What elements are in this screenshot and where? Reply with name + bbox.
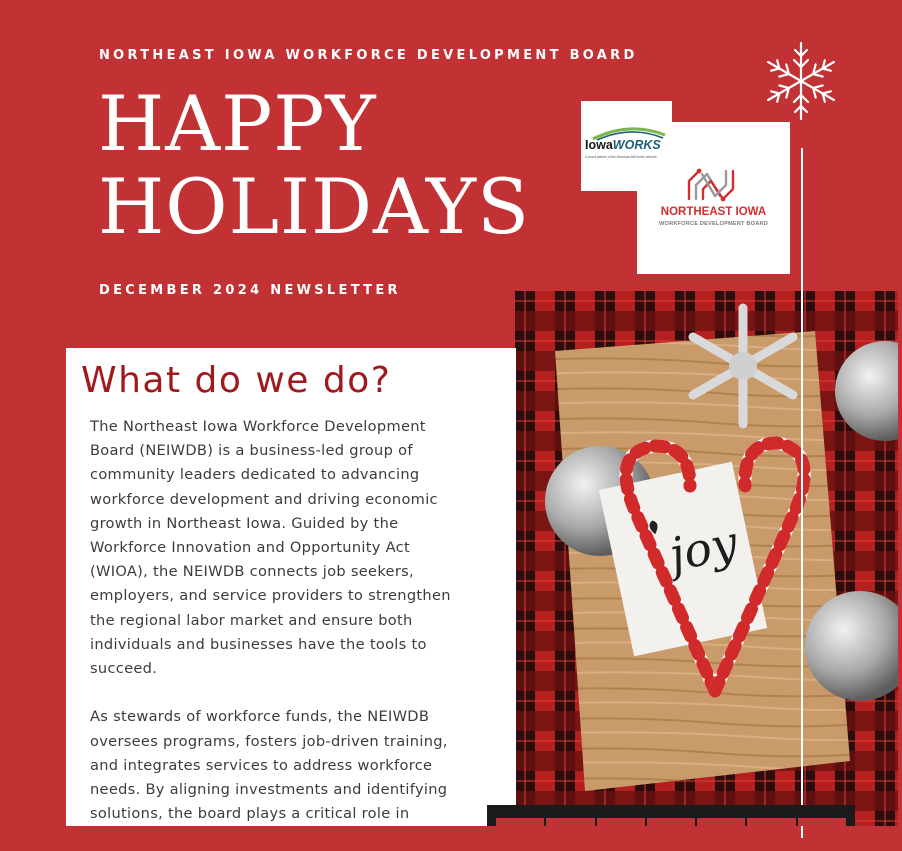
section-paragraph-2: As stewards of workforce funds, the NEIWDB oversees programs, fosters job-driven training, and integrates services to address workforce needs. By aligning investments and identifying solutions, the board plays a critical role in: [90, 708, 448, 823]
iowaworks-brand: [585, 138, 661, 152]
headline-line-2: HOLIDAYS: [98, 162, 531, 251]
iowaworks-logo: [581, 101, 672, 191]
bottom-strip-cells: [496, 818, 846, 826]
section-title: What do we do?: [81, 360, 392, 401]
joy-note-text: joy: [664, 515, 743, 583]
bottom-calendar-strip: [487, 805, 855, 826]
northeast-iowa-mark-icon: [683, 167, 739, 203]
northeast-iowa-logo-title: NORTHEAST IOWA: [660, 206, 767, 218]
northeast-iowa-logo-subtitle: WORKFORCE DEVELOPMENT BOARD: [659, 221, 768, 227]
holiday-photo: [515, 291, 898, 826]
headline: [98, 79, 531, 251]
newsletter-label: DECEMBER 2024 NEWSLETTER: [99, 283, 401, 298]
ornament-string: [801, 148, 803, 838]
iowaworks-brand-prefix: Iowa: [585, 138, 613, 152]
section-paragraph-1: The Northeast Iowa Workforce Development Board (NEIWDB) is a business-led group of community leaders dedicated to advancing workforce development and driving economic growth in Northeast Iowa. Guided by the Workforce Innovation and Opportunity Act (WIOA), the NEIWDB connects job seekers, employers, and service providers to strengthen the regional labor market and ensure both individuals and businesses have the tools to succeed.: [90, 418, 451, 678]
holiday-photo-illustration: [515, 291, 898, 826]
section-body: [90, 415, 468, 851]
iowaworks-brand-suffix: WORKS: [612, 138, 661, 152]
snowflake-icon: [762, 40, 840, 122]
org-name: NORTHEAST IOWA WORKFORCE DEVELOPMENT BOARD: [99, 48, 638, 63]
iowaworks-tagline: A proud partner of the AmericanJobCenter network: [585, 155, 657, 159]
headline-line-1: HAPPY: [98, 79, 377, 168]
what-we-do-section: [66, 348, 516, 826]
